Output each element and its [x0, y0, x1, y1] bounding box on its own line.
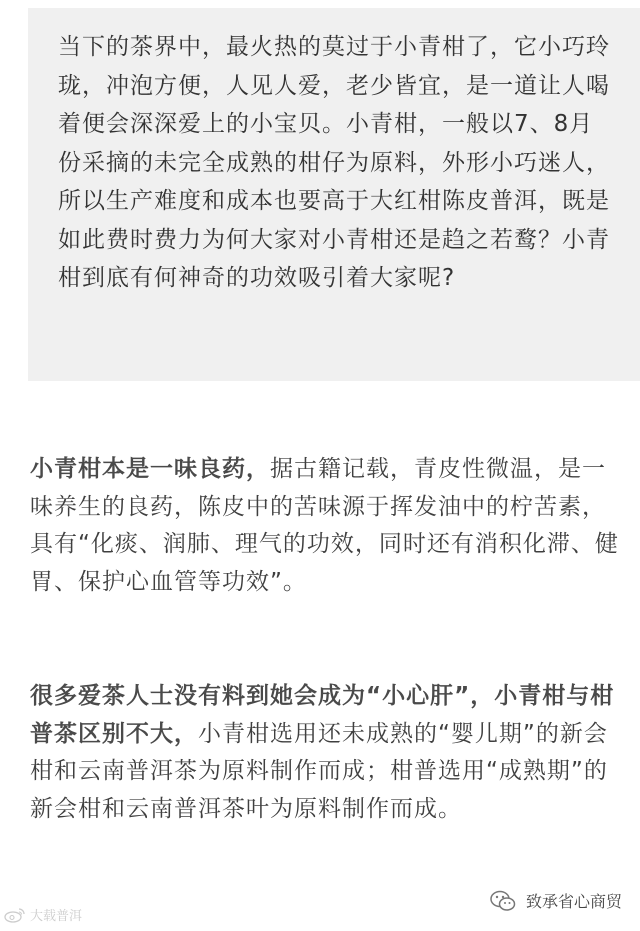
watermark-text: 大载普洱 [30, 909, 83, 924]
account-signature [490, 889, 622, 912]
intro-quote-box [28, 8, 640, 381]
paragraph-medicine [30, 451, 620, 601]
intro-text: 当下的茶界中，最火热的莫过于小青柑了，它小巧玲珑，冲泡方便，人见人爱，老少皆宜，是一道让人喝着便会深深爱上的小宝贝。小青柑，一般以7、8月份采摘的未完全成熟的柑仔为原料，外形小巧迷人，所以生产难度和成本也要高于大红柑陈皮普洱，既是如此费时费力为何大家对小青柑还是趋之若鹜？小青柑到底有何神奇的功效吸引着大家呢? [58, 34, 610, 291]
paragraph-medicine-body: 据古籍记载，青皮性微温，是一味养生的良药，陈皮中的苦味源于挥发油中的柠苦素，具有“化痰、润肺、理气的功效，同时还有消积化滞、健胃、保护心血管等功效”。 [30, 456, 619, 595]
paragraph-difference-body: 小青柑选用还未成熟的“婴儿期”的新会柑和云南普洱茶为原料制作而成；柑普选用“成熟期”的新会柑和云南普洱茶叶为原料制作而成。 [30, 720, 608, 822]
wechat-icon [490, 890, 516, 912]
paragraph-medicine-lead: 小青柑本是一味良药， [30, 456, 270, 482]
paragraph-difference [30, 678, 620, 828]
account-name: 致承省心商贸 [525, 892, 622, 911]
weibo-icon [4, 907, 26, 923]
paragraph-difference-lead: 很多爱茶人士没有料到她会成为“小心肝”，小青柑与柑普茶区别不大， [30, 683, 615, 747]
watermark [4, 905, 82, 924]
